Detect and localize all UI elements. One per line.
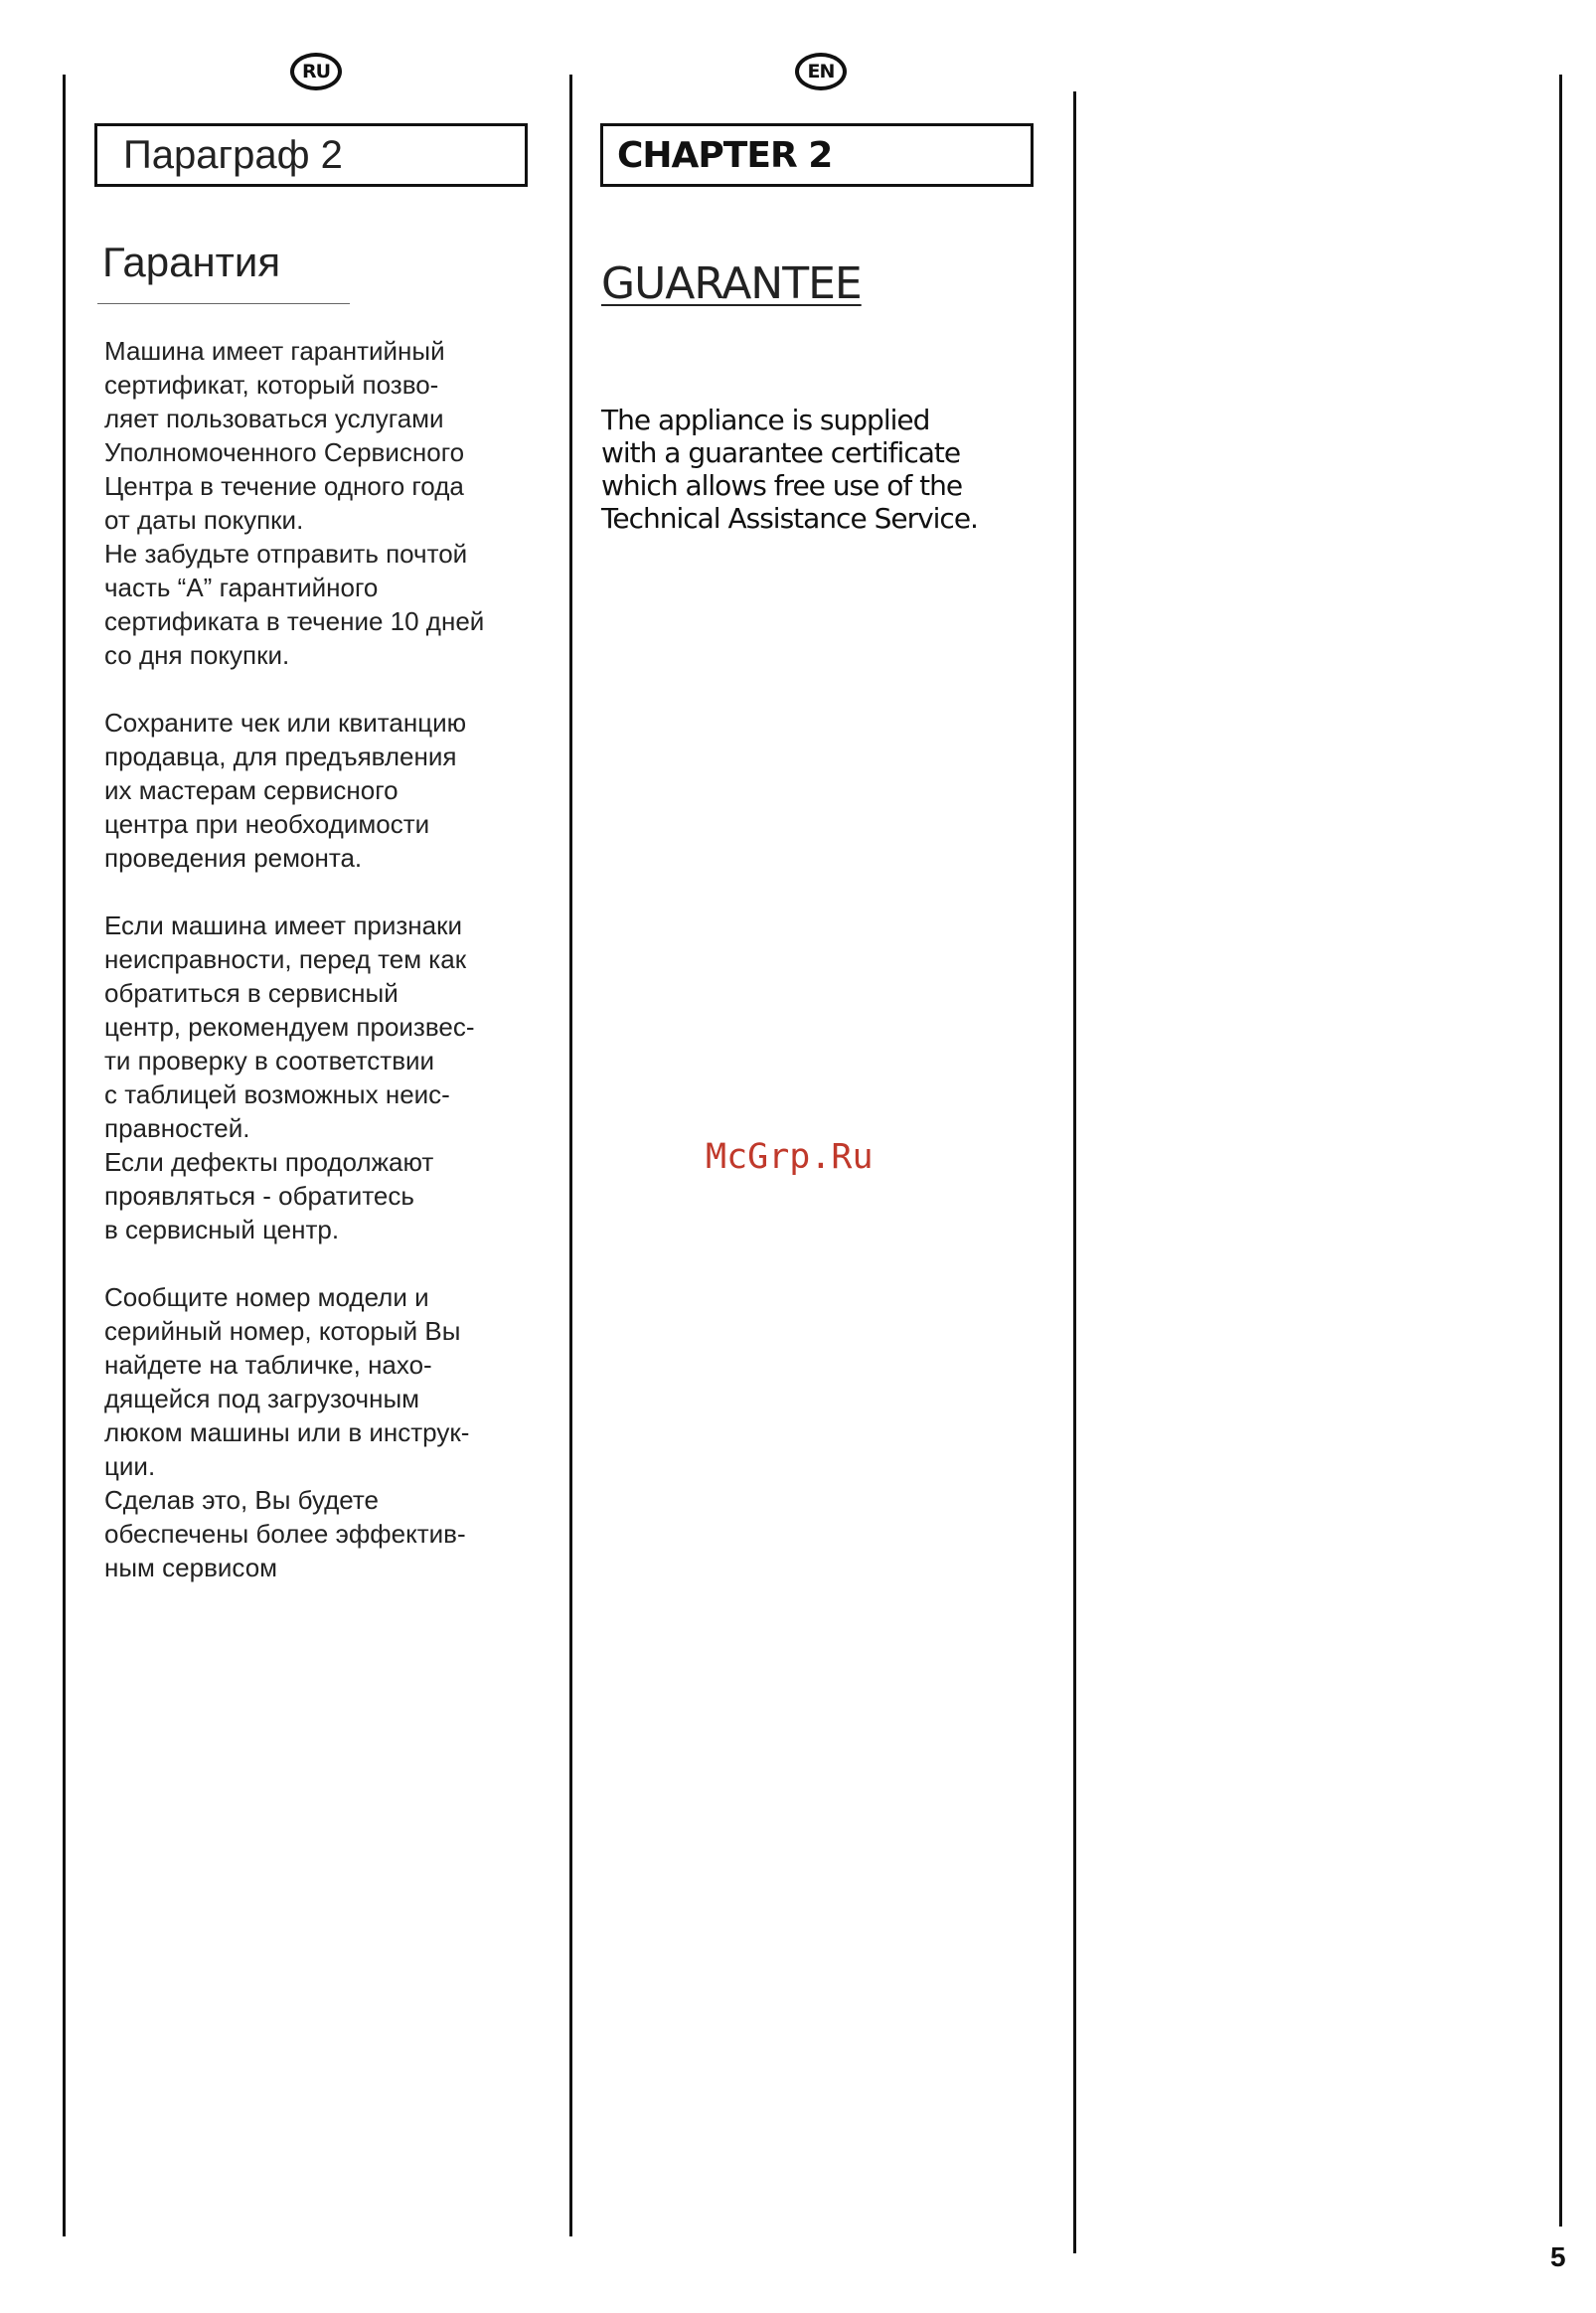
ru-badge-label: RU <box>301 61 331 83</box>
en-body-text: The appliance is supplied with a guarantee certificate which allows free use of the Technical Assistance Service. <box>601 404 978 535</box>
en-section-heading: GUARANTEE <box>601 258 862 309</box>
ru-paragraph: Машина имеет гарантийный сертификат, который позво- ляет пользоваться услугами Уполномоченного Сервисного Центра в течение одного года от даты покупки. Не забудьте отправить почтой часть “A” гарантийного сертификата в течение 10 дней со дня покупки. <box>104 336 485 670</box>
column-divider-4 <box>1559 75 1562 2227</box>
en-badge-label: EN <box>807 61 835 83</box>
ru-section-heading: Гарантия <box>102 239 281 285</box>
page-number: 5 <box>1550 2241 1566 2272</box>
ru-paragraph: Если машина имеет признаки неисправности, перед тем как обратиться в сервисный центр, рекомендуем произвес- ти проверку в соответствии с таблицей возможных неис- правностей. Если дефекты продолжают проявляться - обратитесь в сервисный центр. <box>104 910 475 1244</box>
ru-paragraph: Сообщите номер модели и серийный номер, который Вы найдете на табличке, нахо- дящейся под загрузочным люком машины или в инструк- ции. Сделав это, Вы будете обеспечены более эффектив- ным сервисом <box>104 1282 470 1582</box>
en-chapter-title: CHAPTER 2 <box>617 134 833 176</box>
ru-body-text <box>104 334 571 1618</box>
column-divider-3 <box>1073 91 1076 2253</box>
en-chapter-box <box>600 123 1034 187</box>
ru-chapter-box <box>94 123 528 187</box>
ru-heading-underline <box>97 303 350 304</box>
watermark: McGrp.Ru <box>706 1137 874 1177</box>
ru-chapter-title: Параграф 2 <box>123 132 343 177</box>
ru-paragraph: Сохраните чек или квитанцию продавца, для предъявления их мастерам сервисного центра при необходимости проведения ремонта. <box>104 708 467 873</box>
ru-language-badge <box>290 53 342 90</box>
column-divider-1 <box>63 75 66 2236</box>
en-language-badge <box>795 53 847 90</box>
